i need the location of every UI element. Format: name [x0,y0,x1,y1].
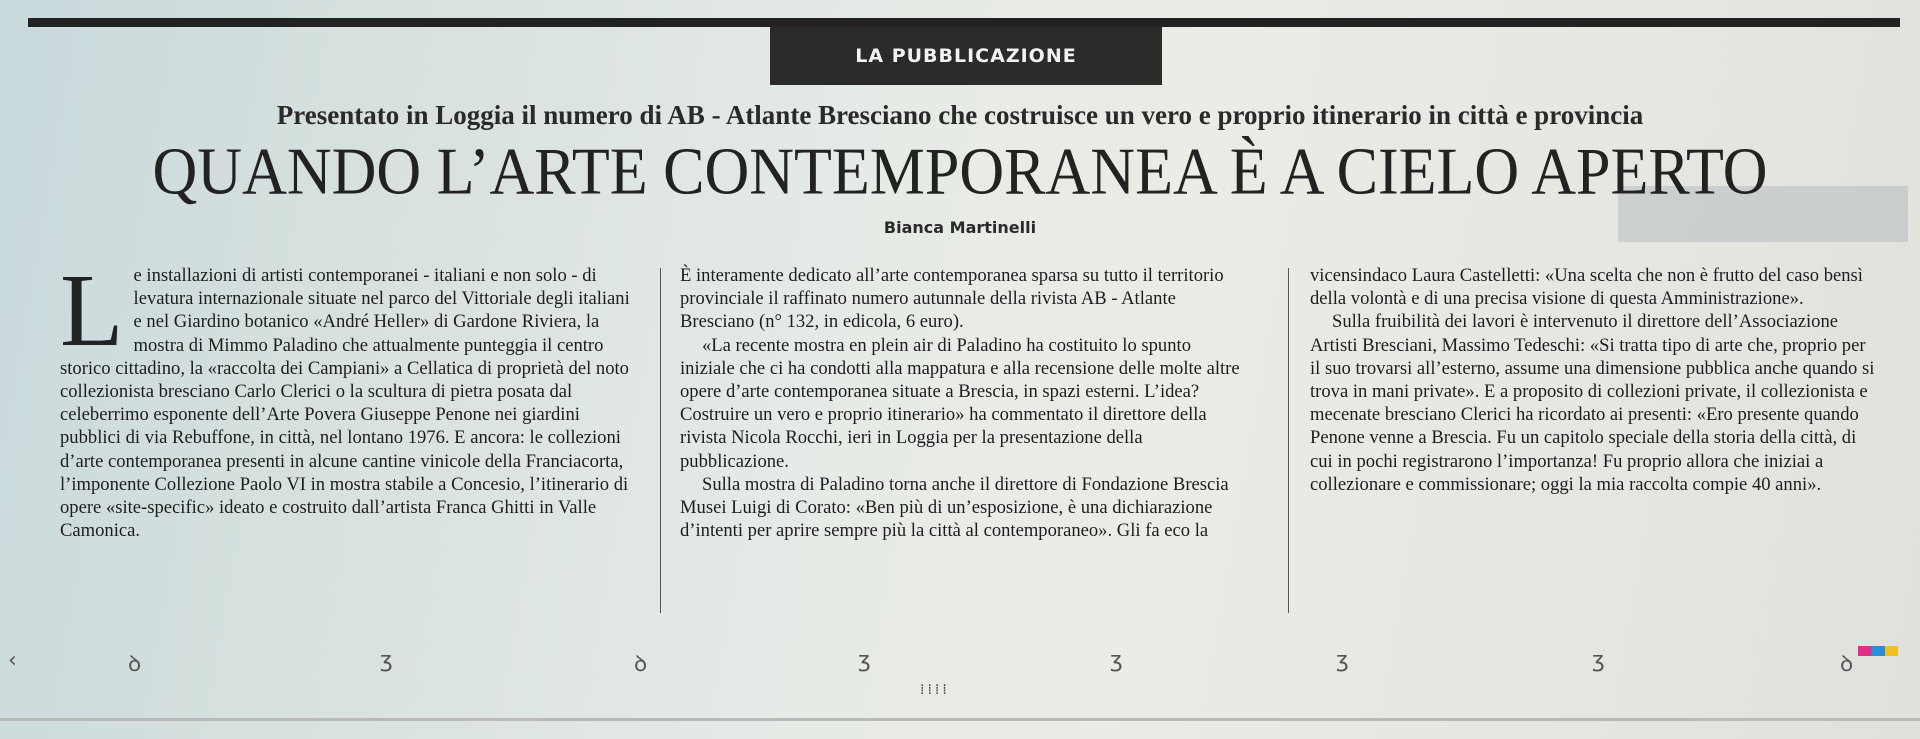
fold-mark-icon: ʒ [380,648,393,673]
article-headline: QUANDO L’ARTE CONTEMPORANEA È A CIELO APERTO [152,135,1768,209]
color-swatch [1885,646,1898,656]
fold-marks [0,640,1920,680]
drop-cap: L [60,253,124,368]
fold-mark-icon: ʒ [1336,648,1349,673]
article-column-2 [680,264,1250,542]
fold-mark-icon: ʒ [1592,648,1605,673]
fold-mark-icon: ‹ [8,648,17,673]
registration-dots-icon: ⁞⁞⁞⁞ [920,682,950,698]
fold-mark-icon: ʒ [858,648,871,673]
article-byline: Bianca Martinelli [883,218,1037,237]
column-3-paragraph-1: vicensindaco Laura Castelletti: «Una scelta che non è frutto del caso bensì della volontà e di una precisa visione di questa Amministrazione». [1310,265,1863,310]
column-divider [660,268,661,613]
column-2-paragraph-1: È interamente dedicato all’arte contemporanea sparsa su tutto il territorio provinciale il raffinato numero autunnale della rivista AB - Atlante Bresciano (n° 132, in edicola, 6 euro). [680,265,1224,333]
column-2-paragraph-2: «La recente mostra en plein air di Paladino ha costituito lo spunto iniziale che ci ha condotti alla mappatura e alla recensione delle molte altre opere d’arte contemporanea situate a Brescia, in spazi esterni. L’idea? Costruire un vero e proprio itinerario» ha commentato il direttore della rivista Nicola Rocchi, ieri in Loggia per la presentazione della pubblicazione. [680,334,1240,472]
top-rule [28,18,1900,27]
color-swatch [1871,646,1884,656]
bottom-rule [0,718,1920,721]
column-2-paragraph-3: Sulla mostra di Paladino torna anche il direttore di Fondazione Brescia Musei Luigi di Corato: «Ben più di un’esposizione, è una dichiarazione d’intenti per aprire sempre più la città al contemporaneo». Gli fa eco la [680,473,1229,542]
color-registration-bar [1858,646,1898,656]
fold-mark-icon: ꝺ [1840,652,1854,677]
column-1-text: e installazioni di artisti contemporanei - italiani e non solo - di levatura internazionale situate nel parco del Vittoriale degli italiani e nel Giardino botanico «André Heller» di Gardone Riviera, la mostra di Mimmo Paladino che attualmente punteggia il centro storico cittadino, la «raccolta dei Campiani» a Cellatica di proprietà del noto collezionista bresciano Carlo Clerici o la scultura di pietra posata dal celeberrimo esponente dell’Arte Povera Giuseppe Penone nei giardini pubblici di via Rebuffone, in città, nel lontano 1976. E ancora: le collezioni d’arte contemporanea presenti in alcune cantine vinicole della Franciacorta, l’imponente Collezione Paolo VI in mostra stabile a Concesio, l’itinerario di opere «site-specific» ideato e costruito dall’artista Franca Ghitti in Valle Camonica. [60,265,630,542]
article-column-3 [1310,264,1880,496]
fold-mark-icon: ꝺ [634,652,648,677]
color-swatch [1858,646,1871,656]
fold-mark-icon: ꝺ [128,652,142,677]
column-1-paragraph [60,253,630,542]
column-divider [1288,268,1289,613]
section-tag: LA PUBBLICAZIONE [770,27,1162,85]
article-column-1 [60,253,630,542]
article-kicker: Presentato in Loggia il numero di AB - Atlante Bresciano che costruisce un vero e proprio itinerario in città e provincia [276,100,1644,130]
fold-mark-icon: ʒ [1110,648,1123,673]
column-3-paragraph-2: Sulla fruibilità dei lavori è intervenuto il direttore dell’Associazione Artisti Bresciani, Massimo Tedeschi: «Si tratta tipo di arte che, proprio per il suo trovarsi all’esterno, assume una dimensione pubblica anche quando si trova in mani private». E a proposito di collezioni private, il collezionista e mecenate bresciano Clerici ha ricordato ai presenti: «Ero presente quando Penone venne a Brescia. Fu un capitolo speciale della storia della città, di cui in pochi registrarono l’importanza! Fu proprio allora che iniziai a collezionare e commissionare; oggi la mia raccolta compie 40 anni». [1310,311,1875,495]
